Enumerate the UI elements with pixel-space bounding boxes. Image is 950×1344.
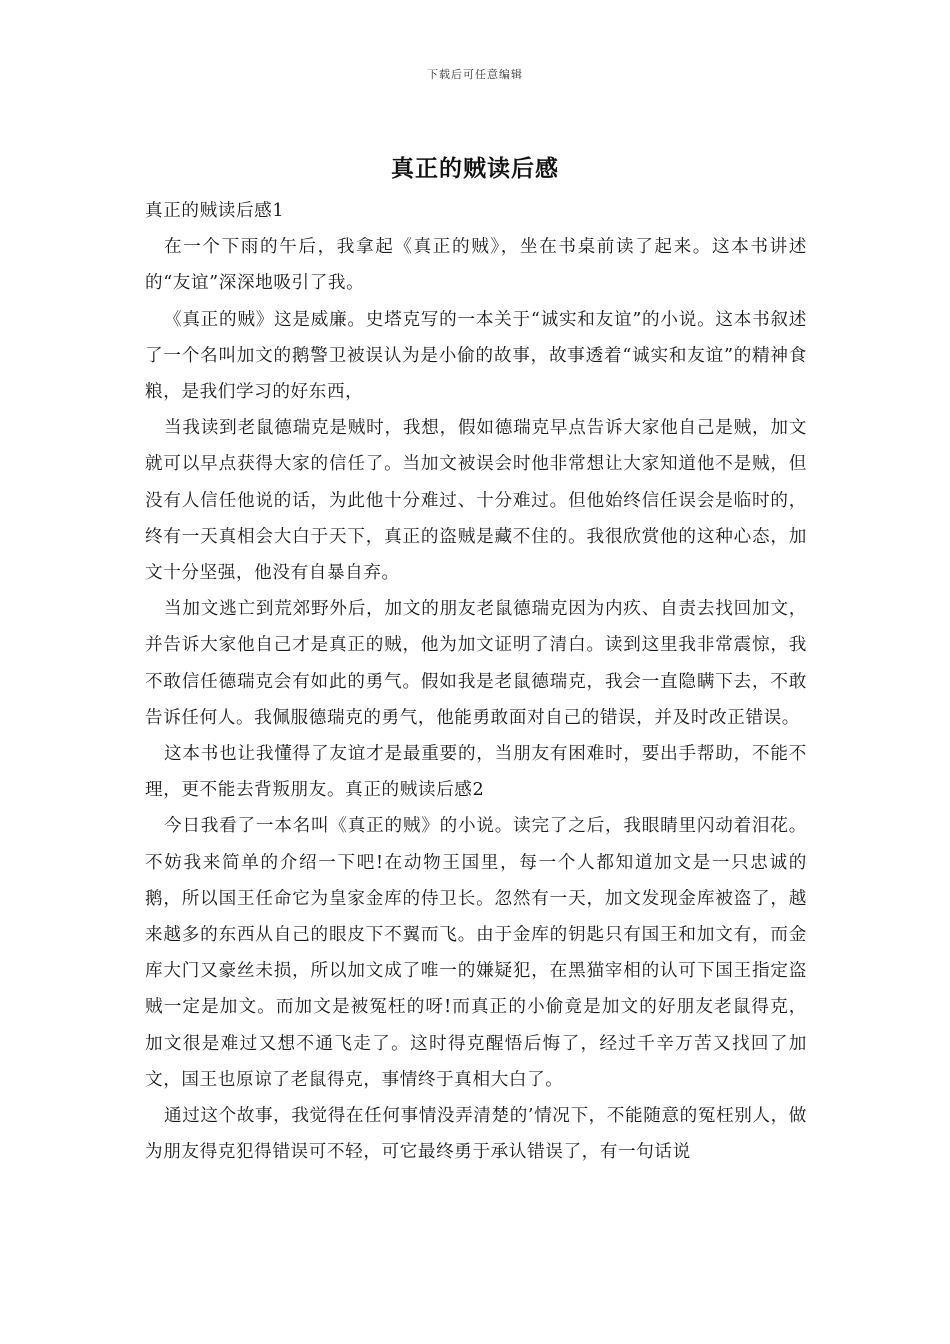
document-body xyxy=(145,193,807,1170)
section-heading: 真正的贼读后感1 xyxy=(145,201,285,221)
paragraph: 当我读到老鼠德瑞克是贼时，我想，假如德瑞克早点告诉大家他自己是贼，加文就可以早点获得大家的信任了。当加文被误会时他非常想让大家知道他不是贼，但没有人信任他说的话，为此他十分难过、十分难过。但他始终信任误会是临时的，终有一天真相会大白于天下，真正的盗贼是藏不住的。我很欣赏他的这种心态，加文十分坚强，他没有自暴自弃。 xyxy=(145,418,807,584)
paragraph: 这本书也让我懂得了友谊才是最重要的，当朋友有困难时，要出手帮助，不能不理，更不能去背叛朋友。真正的贼读后感2 xyxy=(145,744,807,801)
paragraph: 在一个下雨的午后，我拿起《真正的贼》，坐在书桌前读了起来。这本书讲述的“友谊”深深地吸引了我。 xyxy=(145,237,807,294)
paragraph: 《真正的贼》这是威廉。史塔克写的一本关于“诚实和友谊”的小说。这本书叙述了一个名叫加文的鹅警卫被误认为是小偷的故事，故事透着“诚实和友谊”的精神食粮，是我们学习的好东西， xyxy=(145,309,807,403)
paragraph: 当加文逃亡到荒郊野外后，加文的朋友老鼠德瑞克因为内疚、自责去找回加文，并告诉大家他自己才是真正的贼，他为加文证明了清白。读到这里我非常震惊，我不敢信任德瑞克会有如此的勇气。假如我是老鼠德瑞克，我会一直隐瞒下去，不敢告诉任何人。我佩服德瑞克的勇气，他能勇敢面对自己的错误，并及时改正错误。 xyxy=(145,599,807,728)
paragraph: 今日我看了一本名叫《真正的贼》的小说。读完了之后，我眼睛里闪动着泪花。不妨我来简单的介绍一下吧!在动物王国里，每一个人都知道加文是一只忠诚的鹅，所以国王任命它为皇家金库的侍卫长。忽然有一天，加文发现金库被盗了，越来越多的东西从自己的眼皮下不翼而飞。由于金库的钥匙只有国王和加文有，而金库大门又豪丝未损，所以加文成了唯一的嫌疑犯，在黑猫宰相的认可下国王指定盗贼一定是加文。而加文是被冤枉的呀!而真正的小偷竟是加文的好朋友老鼠得克，加文很是难过又想不通飞走了。这时得克醒悟后悔了，经过千辛万苦又找回了加文，国王也原谅了老鼠得克，事情终于真相大白了。 xyxy=(145,816,807,1090)
header-note: 下载后可任意编辑 xyxy=(427,68,523,81)
document-title: 真正的贼读后感 xyxy=(391,155,559,182)
paragraph: 通过这个故事，我觉得在任何事情没弄清楚的’情况下，不能随意的冤枉别人，做为朋友得克犯得错误可不轻，可它最终勇于承认错误了，有一句话说 xyxy=(145,1106,807,1163)
